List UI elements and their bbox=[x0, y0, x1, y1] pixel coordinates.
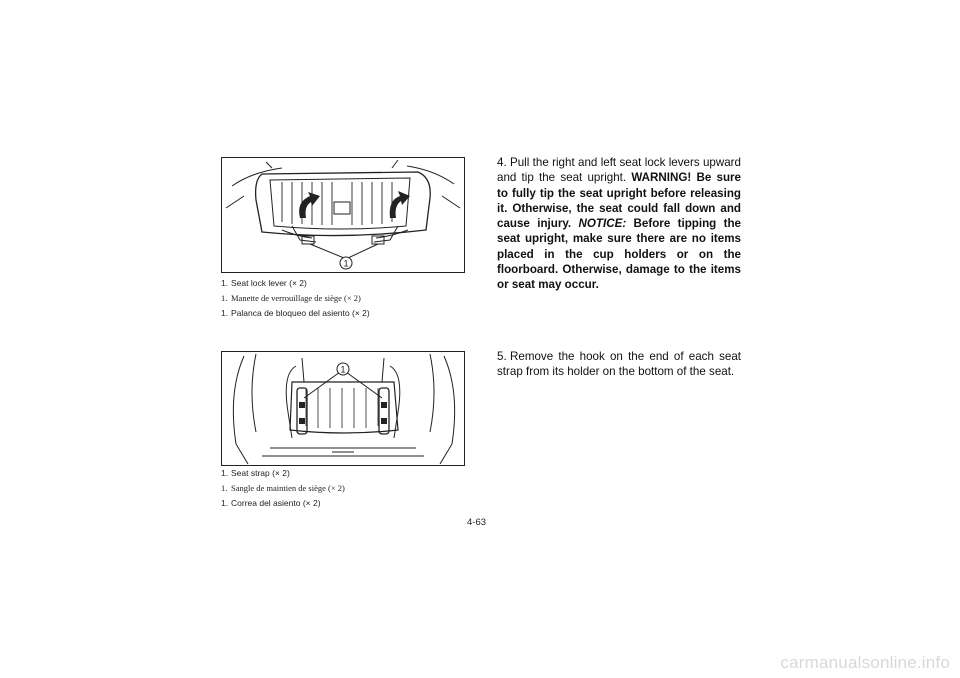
caption-text: Sangle de maintien de siège (× 2) bbox=[231, 483, 345, 493]
step-5-text: Remove the hook on the end of each seat strap from its holder on the bottom of the seat. bbox=[497, 350, 741, 379]
figure1-captions bbox=[221, 278, 370, 319]
step-number: 4. bbox=[497, 156, 507, 169]
caption-text: Palanca de bloqueo del asiento (× 2) bbox=[231, 308, 370, 318]
seat-strap-illustration bbox=[221, 351, 465, 466]
notice-label: NOTICE: bbox=[578, 217, 627, 231]
caption-spanish bbox=[221, 308, 370, 319]
callout-1: 1 bbox=[340, 364, 346, 375]
seat-lock-diagram bbox=[222, 158, 464, 272]
warning-label: WARNING! bbox=[631, 171, 692, 185]
caption-text: Seat lock lever (× 2) bbox=[231, 278, 307, 288]
caption-text: Correa del asiento (× 2) bbox=[231, 498, 321, 508]
watermark: carmanualsonline.info bbox=[780, 653, 950, 672]
step-5-instruction bbox=[497, 349, 741, 380]
step-4-text: Pull the right and left seat lock levers upward and tip the seat upright. bbox=[497, 156, 741, 185]
caption-spanish bbox=[221, 498, 345, 509]
step-4-body bbox=[497, 156, 741, 291]
warning-text: Be sure to fully tip the seat upright before releasing it. Otherwise, the seat could fall down and cause injury. bbox=[497, 171, 741, 231]
caption-french bbox=[221, 293, 370, 304]
figure2-captions bbox=[221, 468, 345, 509]
caption-text: Seat strap (× 2) bbox=[231, 468, 290, 478]
caption-number: 1. bbox=[221, 308, 229, 318]
step-4-instruction bbox=[497, 155, 741, 293]
caption-number: 1. bbox=[221, 483, 228, 493]
step-number: 5. bbox=[497, 350, 507, 363]
page-number: 4-63 bbox=[467, 517, 487, 528]
caption-english bbox=[221, 468, 345, 479]
seat-lock-lever-illustration bbox=[221, 157, 465, 273]
seat-strap-diagram bbox=[222, 352, 464, 465]
caption-number: 1. bbox=[221, 468, 229, 478]
notice-text: Before tipping the seat upright, make sure there are no items placed in the cup holders or on the floorboard. Otherwise, damage to the items or seat may occur. bbox=[497, 217, 741, 292]
callout-1: 1 bbox=[343, 258, 349, 269]
caption-english bbox=[221, 278, 370, 289]
caption-number: 1. bbox=[221, 278, 229, 288]
caption-french bbox=[221, 483, 345, 494]
caption-number: 1. bbox=[221, 293, 228, 303]
caption-text: Manette de verrouillage de siège (× 2) bbox=[231, 293, 361, 303]
caption-number: 1. bbox=[221, 498, 229, 508]
